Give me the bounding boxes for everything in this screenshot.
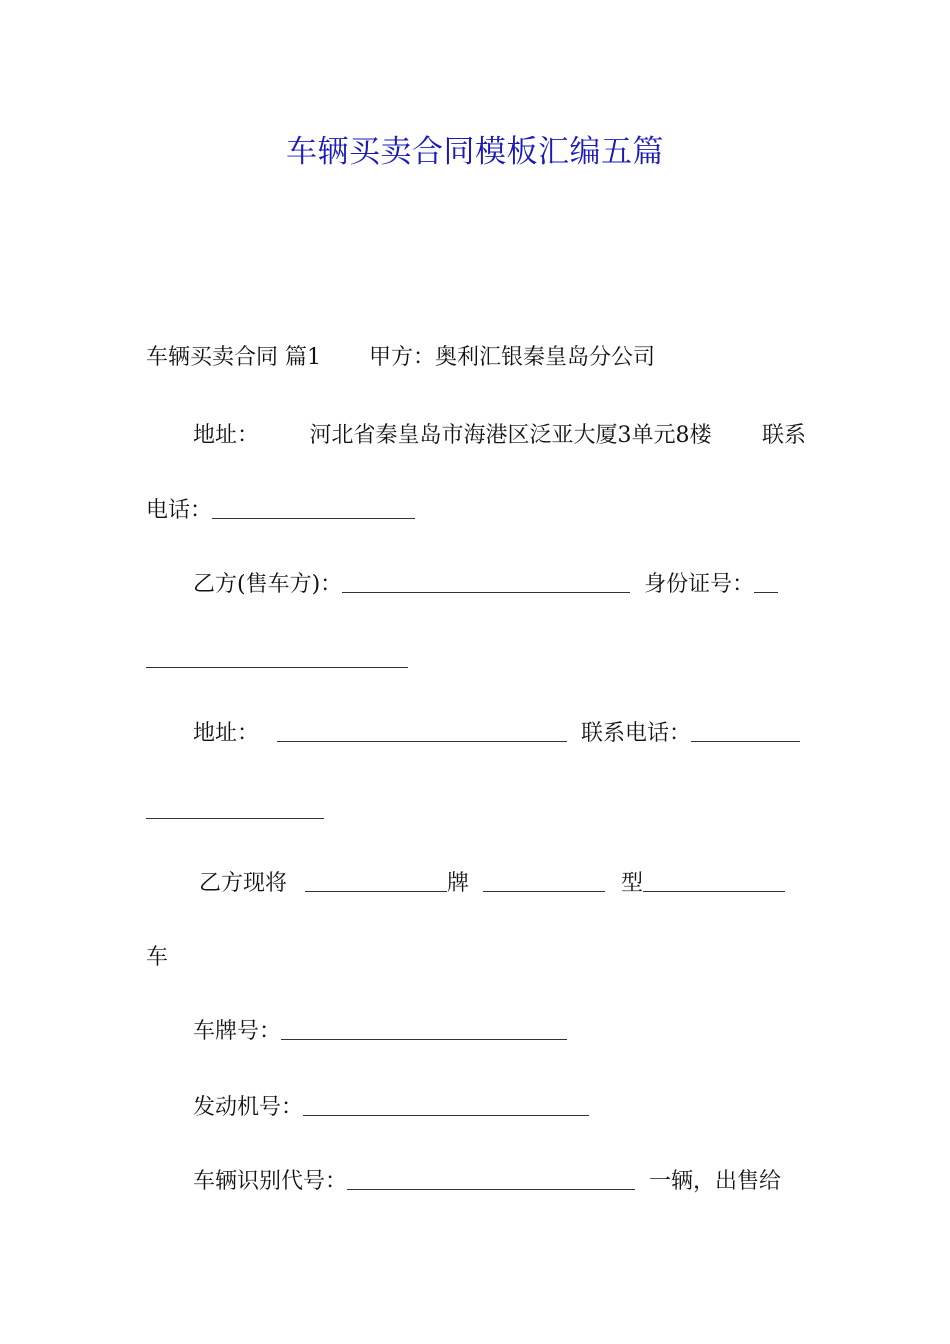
engine-label: 发动机号： bbox=[193, 1095, 304, 1120]
car-type-blank[interactable] bbox=[643, 869, 785, 892]
contract-label: 车辆买卖合同 篇1 bbox=[146, 345, 321, 370]
seller-label: 乙方(售车方)： bbox=[193, 572, 343, 597]
address-line bbox=[193, 421, 806, 451]
id-continuation-line bbox=[146, 645, 806, 675]
brand-label: 牌 bbox=[447, 871, 470, 896]
contact-label: 联系 bbox=[761, 423, 806, 448]
seller-phone-blank-start[interactable] bbox=[691, 719, 800, 742]
phone-blank[interactable] bbox=[212, 496, 415, 519]
model-label: 型 bbox=[621, 871, 644, 896]
seller-phone-continuation-line bbox=[146, 796, 806, 826]
seller-phone-blank-end[interactable] bbox=[146, 796, 324, 819]
sold-to-label: 一辆，出售给 bbox=[649, 1169, 782, 1194]
engine-line bbox=[193, 1093, 806, 1123]
vehicle-label: 乙方现将 bbox=[199, 871, 288, 896]
party-a: 甲方：奥利汇银秦皇岛分公司 bbox=[369, 345, 656, 370]
phone-label: 电话： bbox=[146, 498, 213, 523]
car-word-line bbox=[146, 943, 806, 973]
model-blank[interactable] bbox=[483, 869, 605, 892]
id-label: 身份证号： bbox=[644, 572, 755, 597]
plate-line bbox=[193, 1017, 806, 1047]
contract-heading-line bbox=[146, 343, 806, 373]
engine-blank[interactable] bbox=[303, 1093, 589, 1116]
document-title: 车辆买卖合同模板汇编五篇 bbox=[286, 134, 664, 170]
seller-address-label: 地址： bbox=[193, 721, 260, 746]
id-blank-start[interactable] bbox=[754, 570, 778, 593]
plate-blank[interactable] bbox=[281, 1017, 567, 1040]
vin-blank[interactable] bbox=[347, 1167, 635, 1190]
vehicle-line bbox=[199, 869, 806, 899]
seller-phone-label: 联系电话： bbox=[581, 721, 692, 746]
seller-address-blank[interactable] bbox=[277, 719, 567, 742]
vin-label: 车辆识别代号： bbox=[193, 1169, 348, 1194]
brand-blank[interactable] bbox=[305, 869, 447, 892]
seller-blank[interactable] bbox=[342, 570, 630, 593]
car-word: 车 bbox=[146, 945, 169, 970]
address-value: 河北省秦皇岛市海港区泛亚大厦3单元8楼 bbox=[309, 423, 712, 448]
address-label: 地址： bbox=[193, 423, 260, 448]
vin-line bbox=[193, 1167, 806, 1197]
seller-address-line bbox=[193, 719, 806, 749]
id-blank-end[interactable] bbox=[146, 645, 408, 668]
seller-line bbox=[193, 570, 806, 600]
phone-line bbox=[146, 496, 806, 526]
plate-label: 车牌号： bbox=[193, 1019, 282, 1044]
